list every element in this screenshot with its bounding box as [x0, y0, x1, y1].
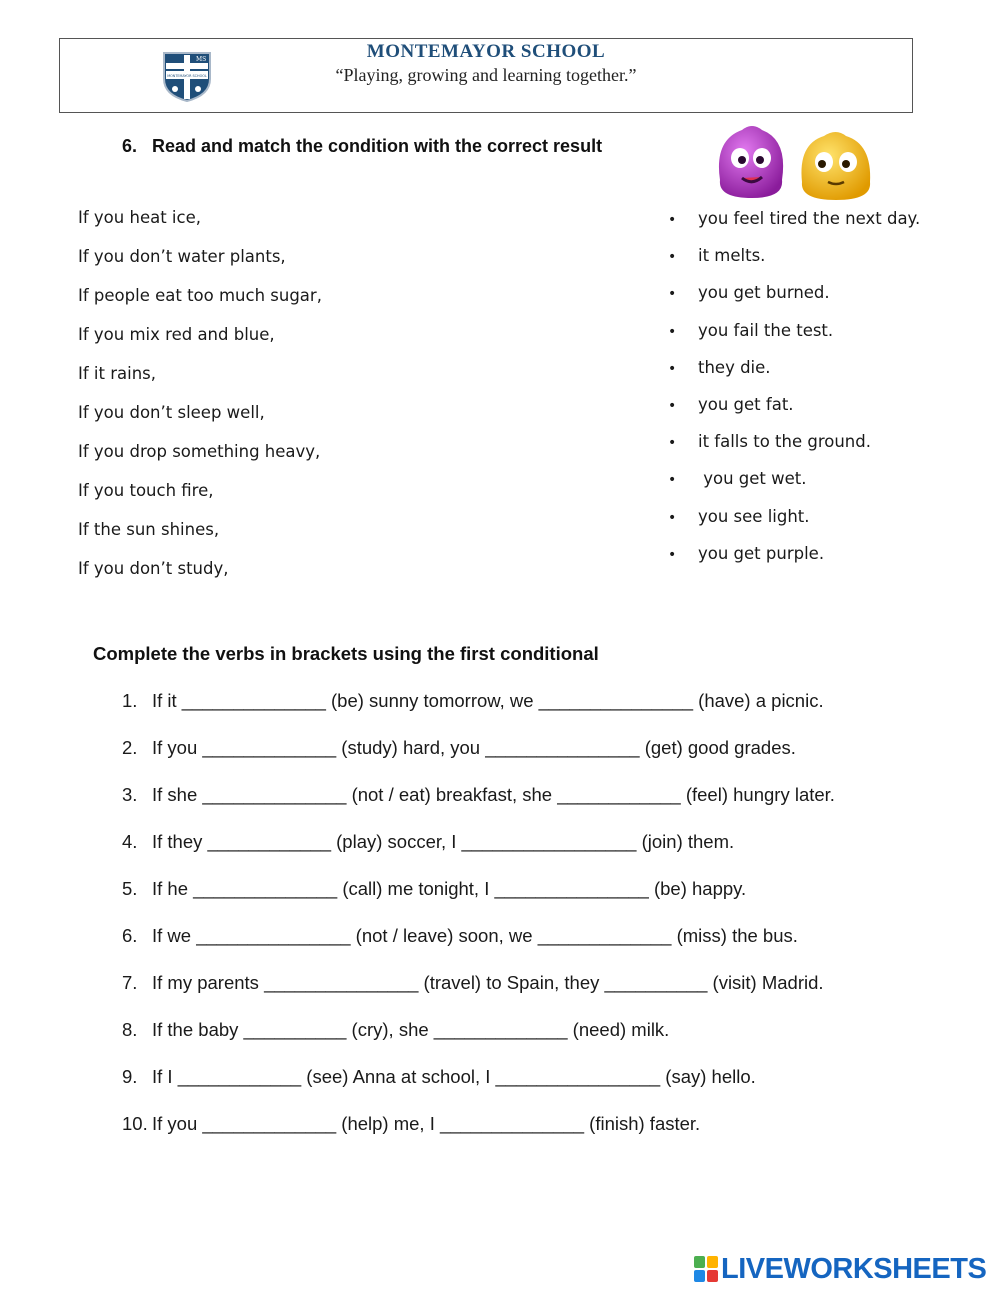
exercise-number: 2. — [122, 737, 138, 758]
result-item[interactable] — [668, 243, 920, 280]
result-text: you feel tired the next day. — [698, 209, 921, 228]
exercise-text: If my parents _______________ (travel) to Spain, they __________ (visit) Madrid. — [152, 972, 824, 993]
exercise-item[interactable] — [122, 1064, 835, 1111]
condition-item: If you don’t study, — [78, 559, 229, 578]
section-1-title — [122, 136, 602, 157]
result-text: you get fat. — [698, 394, 794, 414]
bullet-icon: • — [668, 212, 677, 228]
exercise-text: If I ____________ (see) Anna at school, I ________________ (say) hello. — [152, 1066, 756, 1087]
exercise-text: If she ______________ (not / eat) breakfast, she ____________ (feel) hungry later. — [152, 784, 835, 805]
condition-item: If you don’t water plants, — [78, 247, 286, 266]
bullet-icon: • — [668, 249, 677, 266]
result-text: you get burned. — [698, 283, 830, 303]
condition-item: If you don’t sleep well, — [78, 403, 265, 422]
condition-item: If you drop something heavy, — [78, 442, 321, 461]
bullet-icon: • — [668, 286, 677, 303]
exercise-text: If you _____________ (help) me, I ______________ (finish) faster. — [152, 1113, 701, 1134]
result-item[interactable] — [668, 280, 920, 317]
exercise-number: 8. — [122, 1019, 138, 1040]
bullet-icon: • — [668, 397, 677, 414]
result-item[interactable] — [668, 206, 920, 243]
exercise-item[interactable] — [122, 829, 835, 876]
exercise-item[interactable] — [122, 688, 835, 735]
result-item[interactable] — [668, 541, 920, 578]
liveworksheets-logo[interactable] — [694, 1254, 986, 1284]
bullet-icon: • — [668, 435, 677, 452]
bullet-icon: • — [668, 323, 677, 340]
purple-blob-icon — [719, 126, 783, 198]
exercise-number: 10. — [122, 1113, 148, 1134]
condition-item: If people eat too much sugar, — [78, 286, 322, 305]
liveworksheets-logo-text: LIVEWORKSHEETS — [721, 1252, 987, 1285]
exercise-text: If you _____________ (study) hard, you _______________ (get) good grades. — [152, 737, 796, 758]
condition-item: If you heat ice, — [78, 208, 201, 227]
liveworksheets-logo-icon — [694, 1256, 718, 1282]
exercise-number: 1. — [122, 690, 138, 711]
exercise-text: If he ______________ (call) me tonight, I _______________ (be) happy. — [152, 878, 747, 899]
result-text: you get purple. — [698, 543, 825, 563]
exercise-item[interactable] — [122, 923, 835, 970]
result-text: you get wet. — [698, 469, 807, 489]
conditions-list — [78, 205, 322, 595]
condition-item: If the sun shines, — [78, 520, 220, 539]
result-text: you see light. — [698, 506, 810, 526]
result-text: it melts. — [698, 246, 766, 266]
section-2-title: Complete the verbs in brackets using the first conditional — [93, 643, 599, 664]
exercise-text: If we _______________ (not / leave) soon, we _____________ (miss) the bus. — [152, 925, 798, 946]
result-text: it falls to the ground. — [698, 432, 871, 452]
exercise-number: 9. — [122, 1066, 138, 1087]
exercise-item[interactable] — [122, 782, 835, 829]
exercise-item[interactable] — [122, 876, 835, 923]
exercise-number: 4. — [122, 831, 138, 852]
result-item[interactable] — [668, 392, 920, 429]
result-item[interactable] — [668, 318, 920, 355]
blob-characters-icon — [712, 120, 876, 202]
bullet-icon: • — [668, 509, 677, 526]
condition-item: If it rains, — [78, 364, 156, 383]
svg-text:MS: MS — [196, 56, 207, 63]
school-motto: “Playing, growing and learning together.” — [335, 65, 637, 85]
crest-lettering: MONTEMAYOR SCHOOL — [167, 74, 207, 78]
exercise-item[interactable] — [122, 970, 835, 1017]
result-item[interactable] — [668, 466, 920, 503]
condition-item: If you mix red and blue, — [78, 325, 275, 344]
result-text: they die. — [698, 357, 771, 377]
bullet-icon: • — [668, 472, 677, 489]
section-1-number: 6. — [122, 136, 138, 156]
exercise-item[interactable] — [122, 1111, 835, 1158]
exercise-number: 3. — [122, 784, 138, 805]
exercise-number: 7. — [122, 972, 138, 993]
result-item[interactable] — [668, 355, 920, 392]
bullet-icon: • — [668, 360, 677, 377]
exercise-number: 5. — [122, 878, 138, 899]
result-text: you fail the test. — [698, 320, 834, 340]
exercise-item[interactable] — [122, 735, 835, 782]
result-item[interactable] — [668, 504, 920, 541]
school-header — [59, 38, 913, 113]
exercise-number: 6. — [122, 925, 138, 946]
exercise-list — [122, 688, 835, 1158]
exercise-text: If it ______________ (be) sunny tomorrow, we _______________ (have) a picnic. — [152, 690, 824, 711]
condition-item: If you touch fire, — [78, 481, 214, 500]
exercise-text: If they ____________ (play) soccer, I _________________ (join) them. — [152, 831, 735, 852]
yellow-blob-icon — [801, 132, 870, 200]
school-name: MONTEMAYOR SCHOOL — [366, 41, 606, 62]
results-list — [668, 206, 920, 578]
result-item[interactable] — [668, 429, 920, 466]
bullet-icon: • — [668, 546, 677, 563]
exercise-item[interactable] — [122, 1017, 835, 1064]
exercise-text: If the baby __________ (cry), she _____________ (need) milk. — [152, 1019, 670, 1040]
section-1-title-text: Read and match the condition with the correct result — [152, 136, 603, 156]
